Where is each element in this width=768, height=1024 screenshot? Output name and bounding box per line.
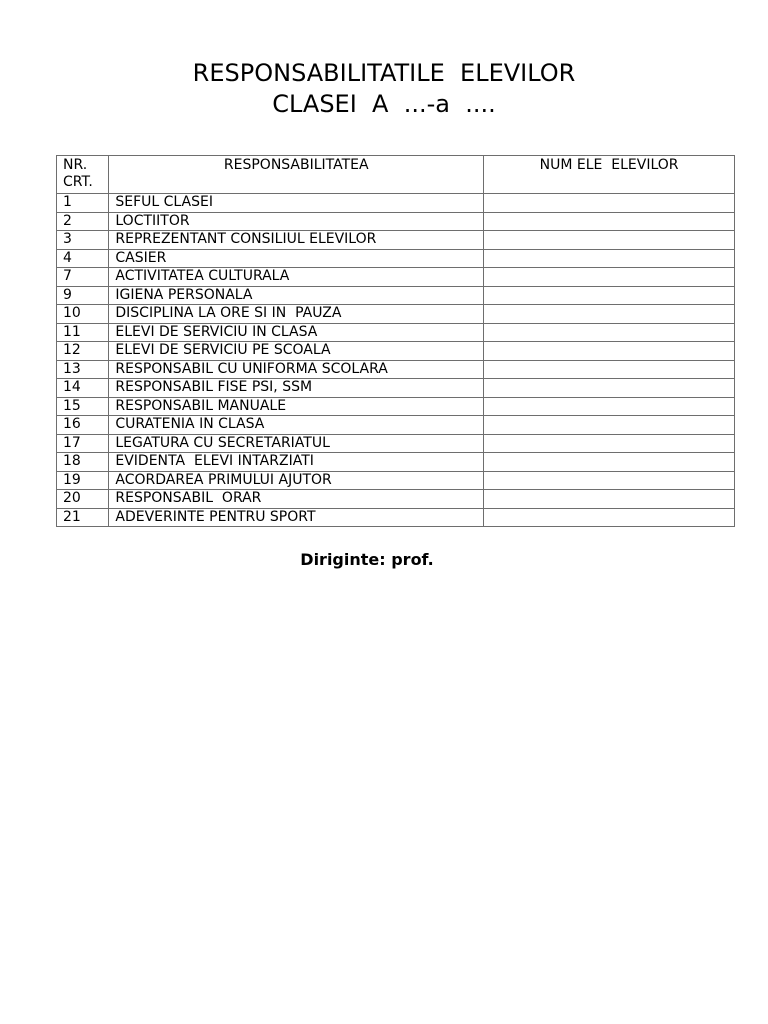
row-number: 3 <box>57 231 109 250</box>
form-teacher-signature-line: Diriginte: prof. <box>300 550 434 569</box>
page-title <box>0 58 768 120</box>
row-responsibility: SEFUL CLASEI <box>109 194 484 213</box>
row-student-names-cell[interactable] <box>484 231 735 250</box>
table-row <box>57 379 735 398</box>
row-number: 7 <box>57 268 109 287</box>
table-row <box>57 471 735 490</box>
table-header <box>57 156 735 194</box>
row-number: 17 <box>57 434 109 453</box>
row-responsibility: ELEVI DE SERVICIU PE SCOALA <box>109 342 484 361</box>
row-student-names-cell[interactable] <box>484 471 735 490</box>
row-number: 15 <box>57 397 109 416</box>
table-row <box>57 286 735 305</box>
row-number: 10 <box>57 305 109 324</box>
table-row <box>57 434 735 453</box>
row-student-names-cell[interactable] <box>484 379 735 398</box>
row-responsibility: CURATENIA IN CLASA <box>109 416 484 435</box>
title-line-2: CLASEI A ...-a .... <box>272 90 496 118</box>
table-row <box>57 323 735 342</box>
row-student-names-cell[interactable] <box>484 249 735 268</box>
row-responsibility: ADEVERINTE PENTRU SPORT <box>109 508 484 527</box>
row-responsibility: RESPONSABIL FISE PSI, SSM <box>109 379 484 398</box>
header-row <box>57 156 735 194</box>
row-student-names-cell[interactable] <box>484 416 735 435</box>
row-student-names-cell[interactable] <box>484 194 735 213</box>
row-number: 16 <box>57 416 109 435</box>
header-responsibility: RESPONSABILITATEA <box>109 156 484 194</box>
row-student-names-cell[interactable] <box>484 434 735 453</box>
row-student-names-cell[interactable] <box>484 286 735 305</box>
row-student-names-cell[interactable] <box>484 323 735 342</box>
header-nr-crt: NR. CRT. <box>57 156 109 194</box>
table-row <box>57 360 735 379</box>
row-responsibility: REPREZENTANT CONSILIUL ELEVILOR <box>109 231 484 250</box>
row-responsibility: DISCIPLINA LA ORE SI IN PAUZA <box>109 305 484 324</box>
title-line-1: RESPONSABILITATILE ELEVILOR <box>192 59 576 87</box>
row-number: 20 <box>57 490 109 509</box>
responsibilities-table <box>56 155 735 527</box>
row-student-names-cell[interactable] <box>484 360 735 379</box>
table-row <box>57 397 735 416</box>
row-student-names-cell[interactable] <box>484 212 735 231</box>
row-student-names-cell[interactable] <box>484 342 735 361</box>
row-number: 11 <box>57 323 109 342</box>
row-student-names-cell[interactable] <box>484 490 735 509</box>
table-row <box>57 249 735 268</box>
row-responsibility: IGIENA PERSONALA <box>109 286 484 305</box>
table-row <box>57 212 735 231</box>
row-responsibility: EVIDENTA ELEVI INTARZIATI <box>109 453 484 472</box>
row-responsibility: ACTIVITATEA CULTURALA <box>109 268 484 287</box>
row-student-names-cell[interactable] <box>484 397 735 416</box>
row-responsibility: RESPONSABIL CU UNIFORMA SCOLARA <box>109 360 484 379</box>
row-number: 9 <box>57 286 109 305</box>
table-row <box>57 508 735 527</box>
table-body <box>57 194 735 527</box>
row-student-names-cell[interactable] <box>484 268 735 287</box>
table-row <box>57 453 735 472</box>
row-number: 13 <box>57 360 109 379</box>
row-student-names-cell[interactable] <box>484 508 735 527</box>
row-responsibility: LEGATURA CU SECRETARIATUL <box>109 434 484 453</box>
row-student-names-cell[interactable] <box>484 305 735 324</box>
row-number: 21 <box>57 508 109 527</box>
table-row <box>57 268 735 287</box>
row-number: 18 <box>57 453 109 472</box>
table-row <box>57 305 735 324</box>
table-row <box>57 342 735 361</box>
row-responsibility: ACORDAREA PRIMULUI AJUTOR <box>109 471 484 490</box>
table-row <box>57 490 735 509</box>
row-number: 14 <box>57 379 109 398</box>
table-row <box>57 194 735 213</box>
row-student-names-cell[interactable] <box>484 453 735 472</box>
table-row <box>57 231 735 250</box>
row-responsibility: LOCTIITOR <box>109 212 484 231</box>
row-number: 19 <box>57 471 109 490</box>
row-responsibility: CASIER <box>109 249 484 268</box>
row-number: 12 <box>57 342 109 361</box>
row-responsibility: RESPONSABIL ORAR <box>109 490 484 509</box>
row-number: 4 <box>57 249 109 268</box>
row-responsibility: RESPONSABIL MANUALE <box>109 397 484 416</box>
row-number: 1 <box>57 194 109 213</box>
header-student-names: NUM ELE ELEVILOR <box>484 156 735 194</box>
row-number: 2 <box>57 212 109 231</box>
table-row <box>57 416 735 435</box>
row-responsibility: ELEVI DE SERVICIU IN CLASA <box>109 323 484 342</box>
